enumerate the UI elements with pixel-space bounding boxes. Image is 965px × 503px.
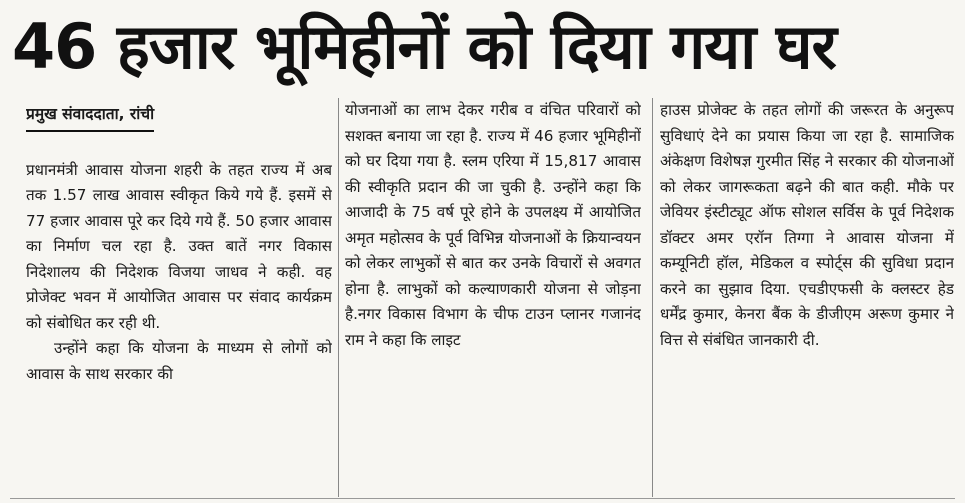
headline: 46 हजार भूमिहीनों को दिया गया घर xyxy=(12,10,836,83)
column1-paragraph-1: प्रधानमंत्री आवास योजना शहरी के तहत राज्य में अब तक 1.57 लाख आवास स्वीकृत किये गये हैं. इसमें से 77 हजार आवास पूरे कर दिये गये हैं. 50 हजार आवास का निर्माण चल रहा है. उक्त बातें नगर विकास निदेशालय की निदेशक विजया जाधव ने कही. वह प्रोजेक्ट भवन में आयोजित आवास पर संवाद कार्यक्रम को संबोधित कर रही थी. xyxy=(26,160,332,332)
bottom-rule xyxy=(10,498,955,499)
article-column-1 xyxy=(26,98,332,497)
column-divider-2 xyxy=(652,98,653,497)
column-divider-1 xyxy=(338,98,339,497)
article-column-3 xyxy=(660,98,954,497)
column3-text: हाउस प्रोजेक्ट के तहत लोगों की जरूरत के अनुरूप सुविधाएं देने का प्रयास किया जा रहा है. सामाजिक अंकेक्षण विशेषज्ञ गुरमीत सिंह ने सरकार की योजनाओं को लेकर जागरूकता बढ़ने की बात कही. मौके पर जेवियर इंस्टीट्यूट ऑफ सोशल सर्विस के पूर्व निदेशक डॉक्टर अमर एरॉन तिग्गा ने आवास योजना में कम्यूनिटी हॉल, मेडिकल व स्पोर्ट्स की सुविधा प्रदान करने का सुझाव दिया. एचडीएफसी के क्लस्टर हेड धर्मेंद्र कुमार, केनरा बैंक के डीजीएम अरूण कुमार ने वित्त से संबंधित जानकारी दी. xyxy=(660,101,954,349)
column2-text: योजनाओं का लाभ देकर गरीब व वंचित परिवारों को सशक्त बनाया जा रहा है. राज्य में 46 हजार भूमिहीनों को घर दिया गया है. स्लम एरिया में 15,817 आवास की स्वीकृति प्रदान की जा चुकी है. उन्होंने कहा कि आजादी के 75 वर्ष पूरे होने के उपलक्ष्य में आयोजित अमृत महोत्सव के पूर्व विभिन्न योजनाओं के क्रियान्वयन को लेकर लाभुकों से बात कर उनके विचारों से अवगत होना है. लाभुकों को कल्याणकारी योजना से जोड़ना है.नगर विकास विभाग के चीफ टाउन प्लानर गजानंद राम ने कहा कि लाइट xyxy=(345,101,641,349)
byline: प्रमुख संवाददाता, रांची xyxy=(26,102,154,132)
column1-paragraph-2: उन्होंने कहा कि योजना के माध्यम से लोगों को आवास के साथ सरकार की xyxy=(26,339,332,383)
article-column-2 xyxy=(345,98,641,497)
